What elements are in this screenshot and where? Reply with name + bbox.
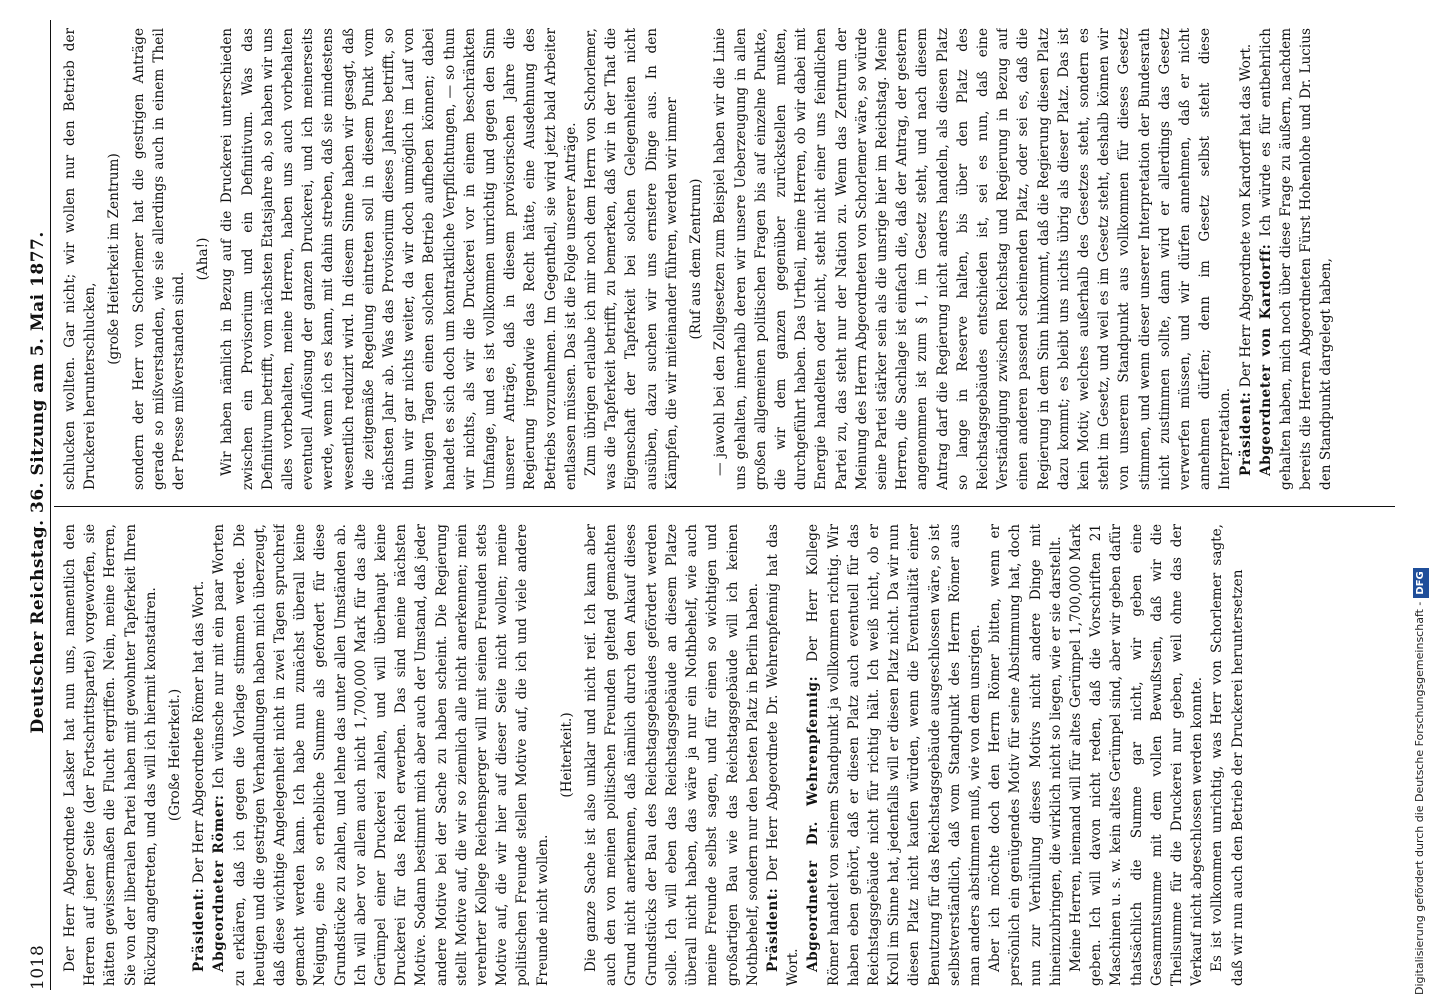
column-divider [54,506,1395,507]
speech-paragraph [763,524,803,986]
paragraph [985,524,1066,986]
speaker-label: Abgeordneter von Kardorff: [1257,243,1274,476]
speaker-label: Präsident: [764,887,781,972]
running-header [18,20,48,990]
paragraph [217,28,581,490]
paragraph-text: sondern der Herr von Schorlemer hat die gestrigen Anträge gerade so mißverstanden, wie sie allerdings auch in einem Theil der Presse mißverstanden sind. [130,28,188,490]
page-number: 1018 [28,944,48,990]
paragraph-text: Zum übrigen erlaube ich mir noch dem Herrn von Schorlemer, was die Tapferkeit betrifft, zu bemerken, daß wir in der That die Eigenschaft der Tapferkeit bei solchen Gelegenheiten nicht ausüben, dazu suchen wir uns ernstere Dinge aus. In den Kämpfen, die wir miteinander führen, werden wir immer [583,28,680,490]
speech-paragraph [1236,28,1256,490]
header-rule [50,20,51,990]
paragraph [60,28,100,490]
paragraph-text: Ich würde es für entbehrlich gehalten haben, mich noch über diese Frage zu äußern, nachdem bereits die Herren Abgeordneten Fürst Hohenlohe und Dr. Lucius den Standpunkt dargelegt haben, [1257,28,1335,490]
paragraph-text: — jawohl bei den Zollgesetzen zum Beispiel haben wir die Linie uns gehalten, innerhalb deren wir unsere Ueberzeugung in allen großen allgemeinen politischen Fragen bis auf einzelne Punkte, die wir dem ganzen gegenüber zurückstellen mußten, durchgeführt haben. Das Urtheil, meine Herren, ob wir dabei mit Energie handelten oder nicht, steht nicht einer uns feindlichen Partei zu, das steht nur der Nation zu. Wenn das Zentrum der Meinung des Herrn Abgeordneten von Schorlemer wäre, so würde seine Partei stärker sein als die unsrige hier im Reichstag. Meine Herren, die Sachlage ist einfach die, daß der Antrag, der gestern angenommen ist zum § 1, im Gesetz steht, und nach diesem Antrag darf die Regierung nicht anders handeln, als diesen Platz so lange in Reserve halten, bis über den Platz des Reichstagsgebäudes entschieden ist, sei es nun, daß eine Verständigung zwischen Reichstag und Regierung in Bezug auf einen anderen passend scheinenden Platz, oder sei es, daß die Regierung in dem Sinn hinkommt, daß die Regierung diesen Platz dazu kommt; es bleibt uns nichts übrig als dieser Platz. Das ist kein Motiv, welches außerhalb des Gesetzes steht, sondern es steht im Gesetz, und weil es im Gesetz steht, deshalb können wir von unserem Standpunkt aus vollkommen für dieses Gesetz stimmen, und wenn dieser unserer Interpretation der Bundesrath nicht zustimmen sollte, dann wird er allerdings das Gesetz verwerfen müssen, und wir dürfen annehmen, daß er nicht annehmen dürfen; denn im Gesetz selbst steht diese Interpretation. [712,28,1234,490]
paragraph-text: Ich wünsche nur mit ein paar Worten zu erklären, daß ich gegen die Vorlage stimmen werde. Die heutigen und die gestrigen Verhandlungen haben mich überzeugt, daß diese wichtige Angelegenheit nicht in zwei Tagen spruchreif gemacht werden kann. Ich habe nun zunächst überall keine Neigung, eine so erhebliche Summe als gefordert für diese Grundstücke zu zahlen, und lehne das unter allen Umständen ab. Ich will aber vor allem auch nicht 1,700,000 Mark für das alte Gerümpel einer Druckerei zahlen, und will überhaupt keine Druckerei für das Reich erwerben. Das sind meine nächsten Motive. Sodann bestimmt mich aber auch der Umstand, daß jeder andere Motive bei der Sache zu haben scheint. Die Regierung stellt Motive auf, die wir so ziemlich alle nicht anerkennen; mein verehrter Kollege Reichensperger will mit seinen Freunden stets Motive auf, die wir hier auf dieser Seite nicht wollen; meine politischen Freunde stellen Motive auf, die ich und viele andere Freunde nicht wollen. [211,524,551,986]
digitization-text: Digitalisierung gefördert durch die Deutsche Forschungsgemeinschaft - [1413,601,1426,995]
stage-direction: (Heiterkeit.) [558,712,575,798]
stage-direction: (Große Heiterkeit.) [167,688,184,822]
stage-direction: (große Heiterkeit im Zentrum) [106,153,123,365]
dfg-logo: DFG [1413,568,1429,597]
paragraph [710,28,1235,490]
document-page [10,20,1405,990]
paragraph-text: Der Herr Abgeordnete Römer hat das Wort. [191,580,208,888]
speaker-label: Abgeordneter Dr. Wehrenpfennig: [805,675,822,972]
paragraph-text: Der Herr Abgeordnete Lasker hat nun uns, namentlich den Herren auf jener Seite (der Fortschrittspartei) vorgeworfen, sie hätten gewissermaßen die Flucht ergriffen. Nein, meine Herren, Sie von der liberalen Partei haben mit gewohnter Tapferkeit Ihren Rückzug angetreten, und das will ich hiermit konstatiren. [62,524,159,986]
speaker-label: Präsident: [191,887,208,972]
right-column [60,28,1395,490]
speech-paragraph [209,524,552,986]
digitization-note [1412,5,1432,995]
paragraph-text: Meine Herren, niemand will für altes Gerümpel 1,700,000 Mark geben. Ich will davon nicht reden, daß die Vorschriften 21 Maschinen u. s. w. kein altes Gerümpel sind, aber wir geben dafür thatsächlich die Summe gar nicht, wir geben eine Gesammtsumme mit dem vollen Bewußtsein, daß wir die Theilsumme für die Druckerei nur geben, weil ohne das der Verkauf nicht abgeschlossen werden konnte. [1067,524,1206,986]
speech-paragraph [1256,28,1337,490]
paragraph-text: Der Herr Abgeordnete Dr. Wehrenpfennig hat das Wort. [764,524,802,986]
paragraph-text: schlucken wollten. Gar nicht; wir wollen nur den Betrieb der Druckerei herunterschlucken, [62,28,99,490]
paragraph [581,524,763,986]
paragraph [129,28,190,490]
left-column [60,524,1395,986]
header-title: Deutscher Reichstag. 36. Sitzung am 5. Mai 1877. [28,231,48,734]
paragraph-text: Aber ich möchte doch den Herrn Römer bitten, wenn er persönlich ein genügendes Motiv für seine Abstimmung hat, doch nun zur Verhüllung dieses Motivs nicht andere Dinge mit hineinzubringen, die wirklich nicht so liegen, wie er sie darstellt. [987,524,1064,986]
speaker-label: Abgeordneter Römer: [211,794,228,972]
stage-direction: (Ruf aus dem Zentrum) [688,178,705,340]
speaker-label: Präsident: [1237,391,1254,476]
paragraph-text: Wir haben nämlich in Bezug auf die Druckerei unterschieden zwischen ein Provisorium und ein Definitivum. Was das Definitivum betrifft, vom nächsten Etatsjahre ab, so haben wir uns alles vorbehalten, meine Herren, haben uns auch vorbehalten eventuell Auflösung der ganzen Druckerei, und ich meinerseits werde, wenn ich es kann, mit dahin streben, daß sie mindestens wesentlich reduzirt wird. In diesem Sinne haben wir gesagt, daß die zeitgemäße Regelung eintreten soll in diesem Punkt vom nächsten Jahr ab. Was das Provisorium dieses Jahres betrifft, so thun wir gar nichts weiter, da wir doch unmöglich im Lauf von wenigen Tagen einen solchen Betrieb aufheben können; dabei handelt es sich doch um kontraktliche Verpflichtungen, — so thun wir nichts, als wir die Druckerei vor in einem beschränkten Umfange, und es ist vollkommen unrichtig und gegen den Sinn unserer Anträge, daß in diesem provisorischen Jahre die Regierung irgendwie das Recht hätte, eine Ausdehnung des Betriebs vorzunehmen. Im Gegentheil, sie wird jetzt bald Arbeiter entlassen müssen. Das ist die Folge unserer Anträge. [219,28,579,490]
speech-paragraph [189,524,209,986]
speech-paragraph [803,524,985,986]
paragraph [1066,524,1207,986]
stage-direction: (Aha!) [195,237,212,281]
paragraph-text: Die ganze Sache ist also unklar und nicht reif. Ich kann aber auch den von meinen politischen Freunden geltend gemachten Grund nicht anerkennen, daß nämlich durch den Ankauf dieses Grundstücks der Bau des Reichstagsgebäudes gefördert werden solle. Ich will eben das Reichstagsgebäude an diesem Platze überall nicht haben, das wäre ja nur ein Nothbehelf, wie auch meine Freunde selbst sagen, und für einen so wichtigen und großartigen Bau wie das Reichstagsgebäude will ich keinen Nothbehelf, sondern nur den besten Platz in Berlin haben. [583,524,761,986]
paragraph [60,524,161,986]
paragraph-text: Es ist vollkommen unrichtig, was Herr von Schorlemer sagte, daß wir nun auch den Betrieb der Druckerei heruntersetzen [1209,524,1246,986]
paragraph [581,28,682,490]
paragraph-text: Der Herr Kollege Römer handelt von seinem Standpunkt ja vollkommen richtig. Wir haben eben gehört, daß er diesen Platz auch eventuell für das Reichstagsgebäude nicht für richtig hält. Ich weiß nicht, ob er Kroll im Sinne hat, jedenfalls will er diesen Platz nicht. Da wir nun diesen Platz nicht kaufen würden, wenn die Eventualität einer Benutzung für das Reichstagsgebäude ausgeschlossen wäre, so ist selbstverständlich, daß vom Standpunkt des Herrn Römer aus man anders abstimmen muß, wie von dem unsrigen. [805,524,983,986]
paragraph [1207,524,1247,986]
paragraph-text: Der Herr Abgeordnete von Kardorff hat das Wort. [1237,43,1254,392]
